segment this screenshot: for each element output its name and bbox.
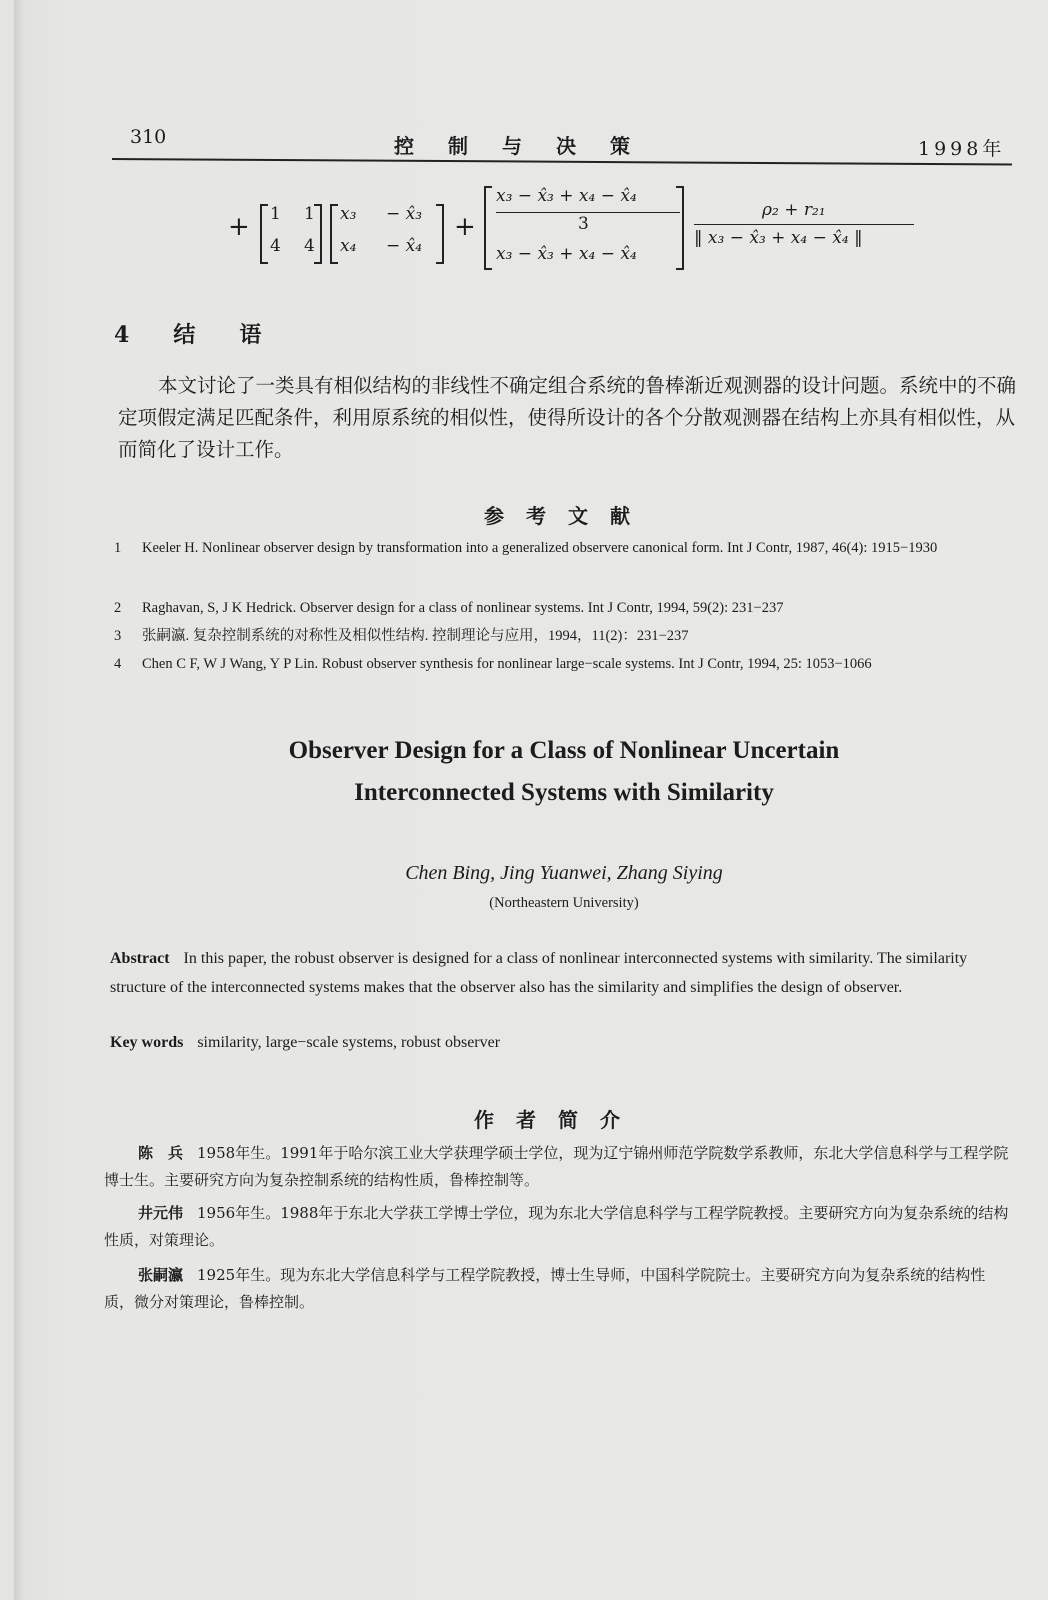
frac-bracket-right	[676, 186, 684, 270]
keywords-label: Key words	[110, 1034, 184, 1051]
publication-year: 1998年	[918, 138, 1006, 160]
vector-cell: − x̂₄	[386, 236, 423, 256]
reference-text: Raghavan, S, J K Hedrick. Observer design for a class of nonlinear systems. Int J Contr, 1994, 59(2): 231−237	[142, 600, 784, 616]
bio-text: 1956年生。1988年于东北大学获工学博士学位，现为东北大学信息科学与工程学院教授。主要研究方向为复杂系统的结构性质，对策理论。	[104, 1204, 1009, 1249]
fraction-bar	[496, 212, 680, 213]
header-rule	[112, 158, 1012, 165]
frac-bottom: x₃ − x̂₃ + x₄ − x̂₄	[496, 244, 637, 264]
formula-block	[214, 178, 934, 288]
matrix-cell: 4	[270, 236, 281, 256]
matrix-cell: 1	[270, 204, 281, 224]
vector-cell: − x̂₃	[386, 204, 423, 224]
bio-text: 1925年生。现为东北大学信息科学与工程学院教授，博士生导师，中国科学院院士。主要研究方向为复杂系统的结构性质，微分对策理论，鲁棒控制。	[104, 1266, 986, 1311]
vector-cell: x₃	[340, 204, 357, 224]
matrix-cell: 1	[304, 204, 315, 224]
author-bio	[104, 1140, 1009, 1194]
gain-denominator: ‖ x₃ − x̂₃ + x₄ − x̂₄ ‖	[694, 228, 863, 248]
frac-mid: 3	[578, 214, 589, 234]
matrix-bracket-left	[260, 204, 268, 264]
affiliation: (Northeastern University)	[489, 895, 639, 911]
abstract-text: In this paper, the robust observer is designed for a class of nonlinear interconnected systems with similarity. The similarity structure of the interconnected systems makes that the observer also has the similarity and simplifies the design of observer.	[110, 950, 968, 996]
bio-name: 陈 兵	[138, 1144, 184, 1162]
section-title-part: 结	[173, 322, 196, 348]
vector-bracket-right	[436, 204, 444, 264]
abstract	[110, 944, 1010, 1002]
reference-text: Keeler H. Nonlinear observer design by transformation into a generalized observere canonical form. Int J Contr, 1987, 46(4): 1915−1930	[142, 540, 938, 556]
gain-numerator: ρ₂ + r₂₁	[762, 200, 826, 220]
reference-number: 3	[114, 628, 122, 644]
author-list: Chen Bing, Jing Yuanwei, Zhang Siying	[405, 862, 723, 884]
section-title-part: 语	[239, 322, 262, 348]
reference-number: 2	[114, 600, 122, 616]
english-title	[164, 730, 964, 814]
gain-bar	[694, 224, 914, 225]
reference-text: Chen C F, W J Wang, Y P Lin. Robust observer synthesis for nonlinear large−scale systems. Int J Contr, 1994, 25: 1053−1066	[142, 656, 872, 672]
reference-number: 1	[114, 540, 122, 556]
abstract-label: Abstract	[110, 950, 170, 967]
bio-text: 1958年生。1991年于哈尔滨工业大学获理学硕士学位，现为辽宁锦州师范学院数学系教师，东北大学信息科学与工程学院博士生。主要研究方向为复杂控制系统的结构性质，鲁棒控制等。	[104, 1144, 1009, 1189]
english-title-line: Interconnected Systems with Similarity	[354, 779, 774, 806]
bio-title: 作者简介	[474, 1108, 642, 1132]
frac-top: x₃ − x̂₃ + x₄ − x̂₄	[496, 186, 637, 206]
frac-bracket-left	[484, 186, 492, 270]
author-bio	[104, 1200, 1009, 1254]
vector-cell: x₄	[340, 236, 357, 256]
reference-text: 张嗣瀛. 复杂控制系统的对称性及相似性结构. 控制理论与应用，1994，11(2)：231−237	[142, 628, 689, 644]
matrix-cell: 4	[304, 236, 315, 256]
journal-title: 控制与决策	[394, 134, 664, 158]
conclusion-paragraph: 本文讨论了一类具有相似结构的非线性不确定组合系统的鲁棒渐近观测器的设计问题。系统中的不确定项假定满足匹配条件，利用原系统的相似性，使得所设计的各个分散观测器在结构上亦具有相似性，从而简化了设计工作。	[118, 374, 1017, 461]
paper-page	[14, 0, 1048, 1600]
reference-number: 4	[114, 656, 122, 672]
references-title: 参考文献	[484, 504, 652, 528]
section-number: 4	[114, 322, 130, 348]
matrix-bracket-right	[314, 204, 322, 264]
formula-plus-2: +	[454, 212, 476, 242]
reference-item	[114, 596, 1014, 620]
keywords-text: similarity, large−scale systems, robust observer	[197, 1034, 501, 1051]
formula-plus-1: +	[228, 212, 250, 242]
section-heading	[114, 318, 305, 349]
author-bio	[104, 1262, 1009, 1316]
bio-name: 张嗣瀛	[138, 1266, 184, 1284]
page-number: 310	[130, 126, 167, 148]
reference-item	[114, 536, 1014, 560]
vector-bracket-left	[330, 204, 338, 264]
english-title-line: Observer Design for a Class of Nonlinear Uncertain	[288, 737, 840, 764]
reference-item	[114, 652, 1014, 676]
keywords	[110, 1034, 1010, 1052]
bio-name: 井元伟	[138, 1204, 184, 1222]
reference-item	[114, 624, 1014, 648]
